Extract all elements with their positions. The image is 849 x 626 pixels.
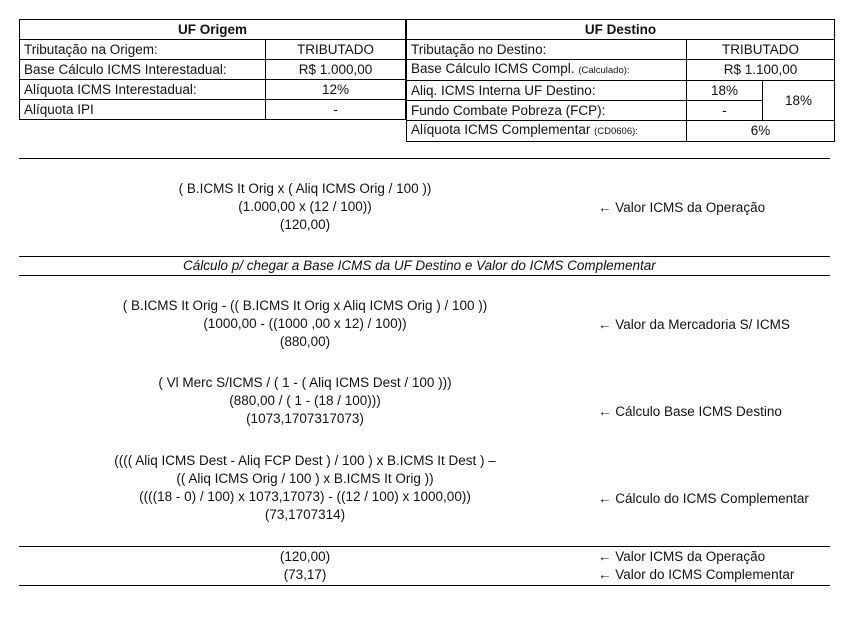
label-base-destino: [598, 403, 782, 421]
divider: [19, 275, 830, 276]
summary-label-complementar: [598, 566, 794, 584]
aliq-interna-value: 18%: [687, 81, 763, 101]
base-interestadual-value: R$ 1.000,00: [266, 60, 406, 80]
uf-origem-title: UF Origem: [20, 20, 406, 40]
formula-line: ( B.ICMS It Orig x ( Aliq ICMS Orig / 100 )): [178, 181, 432, 196]
table-row: [407, 60, 835, 81]
summary-label-text: Valor do ICMS Complementar: [615, 567, 795, 582]
aliq-compl-value: 6%: [687, 121, 835, 142]
aliq-compl-label: [407, 121, 687, 142]
formula-mercadoria: [20, 297, 590, 351]
label-operacao-text: Valor ICMS da Operação: [615, 200, 766, 215]
summary-label-operacao: [598, 548, 765, 566]
base-compl-note: (Calculado):: [578, 65, 630, 76]
uf-destino-table: [406, 19, 835, 142]
aliq-interna-label: Aliq. ICMS Interna UF Destino:: [407, 81, 687, 101]
base-interestadual-label: Base Cálculo ICMS Interestadual:: [20, 60, 266, 80]
fcp-label: Fundo Combate Pobreza (FCP):: [407, 101, 687, 121]
formula-line: (880,00): [279, 334, 331, 349]
formula-line: ( Vl Merc S/ICMS / ( 1 - ( Aliq ICMS Dest / 100 ))): [158, 375, 452, 390]
table-row: [407, 121, 835, 142]
aliq-total-value: 18%: [763, 81, 835, 121]
formula-line: ((((18 - 0) / 100) x 1073,17073) - ((12 / 100) x 1000,00)): [139, 489, 471, 504]
summary-value: (73,17): [283, 567, 327, 582]
arrow-left-icon: ←: [598, 567, 612, 582]
label-base-destino-text: Cálculo Base ICMS Destino: [615, 404, 782, 419]
summary-value: (120,00): [279, 549, 331, 564]
formula-line: (((( Aliq ICMS Dest - Aliq FCP Dest ) / 100 ) x B.ICMS It Dest ) –: [114, 453, 496, 468]
aliquota-ipi-value: -: [266, 100, 406, 120]
aliquota-ipi-label: Alíquota IPI: [20, 100, 266, 120]
tributacao-origem-value: TRIBUTADO: [266, 40, 406, 60]
base-compl-value: R$ 1.100,00: [687, 60, 835, 81]
arrow-left-icon: ←: [598, 404, 612, 419]
label-complementar: [598, 490, 809, 508]
base-compl-label: [407, 60, 687, 81]
label-operacao: [598, 199, 765, 217]
summary-label-text: Valor ICMS da Operação: [615, 549, 766, 564]
arrow-left-icon: ←: [598, 317, 612, 332]
aliquota-interestadual-value: 12%: [266, 80, 406, 100]
table-row: [407, 81, 835, 101]
formula-operacao: [20, 180, 590, 234]
table-row: [20, 60, 406, 80]
divider: [19, 585, 830, 586]
tributacao-destino-label: Tributação no Destino:: [407, 40, 687, 60]
aliquota-interestadual-label: Alíquota ICMS Interestadual:: [20, 80, 266, 100]
label-mercadoria-text: Valor da Mercadoria S/ ICMS: [615, 317, 790, 332]
table-row: [20, 100, 406, 120]
formula-line: (1000,00 - ((1000 ,00 x 12) / 100)): [203, 316, 407, 331]
aliq-compl-note: (CD0606):: [594, 126, 638, 137]
formula-complementar: [20, 452, 590, 524]
arrow-left-icon: ←: [598, 200, 612, 215]
summary-values: [20, 548, 590, 584]
table-row: [20, 80, 406, 100]
base-compl-label-text: Base Cálculo ICMS Compl.: [411, 61, 575, 76]
arrow-left-icon: ←: [598, 549, 612, 564]
formula-line: (1073,1707317073): [246, 411, 364, 426]
fcp-value: -: [687, 101, 763, 121]
tributacao-destino-value: TRIBUTADO: [687, 40, 835, 60]
uf-origem-table: [19, 19, 406, 120]
formula-line: (( Aliq ICMS Orig / 100 ) x B.ICMS It Orig )): [176, 471, 434, 486]
section-title: Cálculo p/ chegar a Base ICMS da UF Destino e Valor do ICMS Complementar: [183, 258, 656, 273]
formula-line: (1.000,00 x (12 / 100)): [238, 199, 372, 214]
divider: [19, 546, 830, 547]
formula-line: (73,1707314): [264, 507, 346, 522]
tributacao-origem-label: Tributação na Origem:: [20, 40, 266, 60]
formula-base-destino: [20, 374, 590, 428]
formula-line: (880,00 / ( 1 - (18 / 100))): [229, 393, 381, 408]
label-complementar-text: Cálculo do ICMS Complementar: [615, 491, 809, 506]
label-mercadoria: [598, 316, 790, 334]
divider: [19, 158, 830, 159]
table-row: [20, 40, 406, 60]
table-row: [407, 40, 835, 60]
formula-line: ( B.ICMS It Orig - (( B.ICMS It Orig x Aliq ICMS Orig ) / 100 )): [122, 298, 488, 313]
aliq-compl-label-text: Alíquota ICMS Complementar: [411, 122, 591, 137]
arrow-left-icon: ←: [598, 491, 612, 506]
formula-line: (120,00): [279, 217, 331, 232]
uf-destino-title: UF Destino: [407, 20, 835, 40]
